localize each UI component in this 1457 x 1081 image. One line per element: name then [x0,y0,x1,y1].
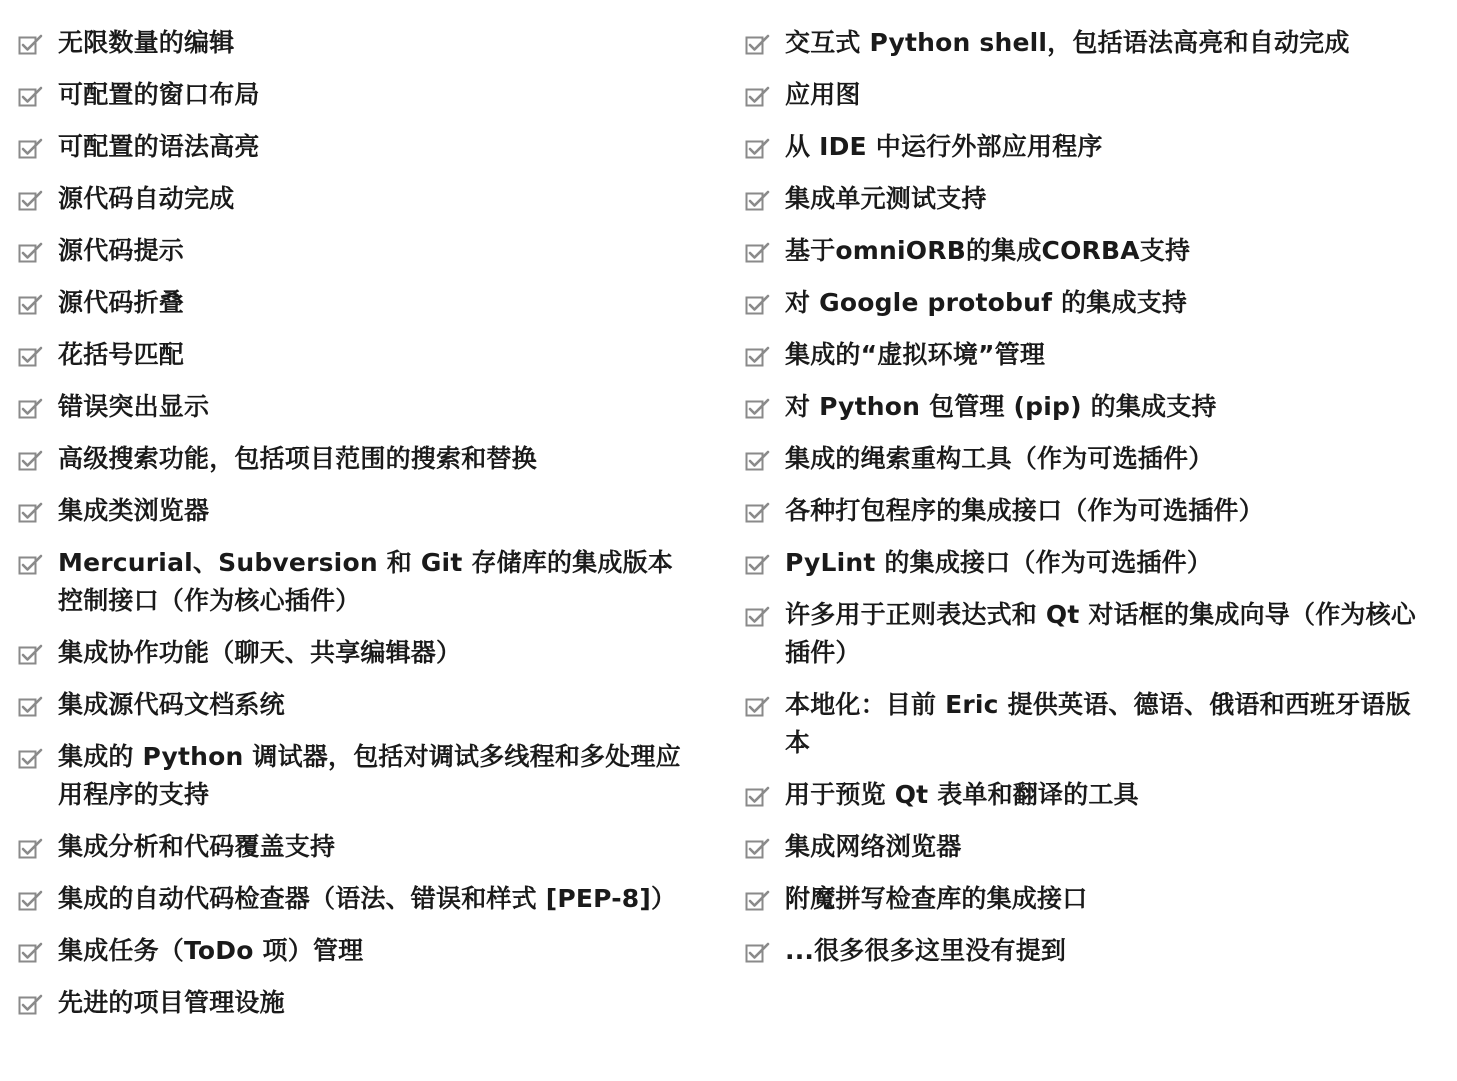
checkbox-checked-icon [18,553,44,575]
feature-item [745,180,1435,218]
checkbox-checked-icon [18,85,44,107]
feature-item-label: 高级搜索功能，包括项目范围的搜索和替换 [58,444,537,473]
checkbox-checked-icon [18,345,44,367]
checkbox-checked-icon [745,397,771,419]
checkbox-checked-icon [745,837,771,859]
checkbox-checked-icon [18,941,44,963]
feature-item [18,492,688,530]
feature-item-label: 无限数量的编辑 [58,28,235,57]
feature-item-label: 集成的绳索重构工具（作为可选插件） [785,444,1214,473]
feature-item [745,544,1435,582]
feature-item [18,180,688,218]
checkbox-checked-icon [745,137,771,159]
feature-item-label: 源代码提示 [58,236,185,265]
feature-list-left [18,24,688,1036]
checkbox-checked-icon [18,695,44,717]
feature-item [745,880,1435,918]
feature-list-right [745,24,1435,984]
checkbox-checked-icon [18,241,44,263]
feature-item-label: PyLint 的集成接口（作为可选插件） [785,548,1213,577]
checkbox-checked-icon [745,889,771,911]
feature-item-label: Mercurial、Subversion 和 Git 存储库的集成版本控制接口（作为核心插件） [58,548,673,615]
checkbox-checked-icon [18,293,44,315]
feature-item [18,128,688,166]
feature-item [745,776,1435,814]
feature-item-label: 集成源代码文档系统 [58,690,285,719]
feature-item-label: 集成单元测试支持 [785,184,987,213]
feature-item [18,880,688,918]
checkbox-checked-icon [18,189,44,211]
feature-item [18,232,688,270]
checkbox-checked-icon [745,449,771,471]
feature-item [745,686,1435,762]
feature-item-label: 附魔拼写检查库的集成接口 [785,884,1088,913]
feature-item-label: 可配置的窗口布局 [58,80,260,109]
checkbox-checked-icon [745,293,771,315]
feature-item [745,284,1435,322]
feature-item [745,24,1435,62]
feature-item [18,336,688,374]
feature-item [18,984,688,1022]
feature-item [745,388,1435,426]
checkbox-checked-icon [745,85,771,107]
feature-item [18,634,688,672]
checkbox-checked-icon [18,449,44,471]
feature-item-label: 集成的“虚拟环境”管理 [785,340,1046,369]
checkbox-checked-icon [745,189,771,211]
feature-item [745,232,1435,270]
feature-item-label: 集成的自动代码检查器（语法、错误和样式 [PEP-8]） [58,884,677,913]
feature-item-label: 可配置的语法高亮 [58,132,260,161]
checkbox-checked-icon [745,553,771,575]
feature-item-label: 对 Google protobuf 的集成支持 [785,288,1188,317]
feature-item-label: 错误突出显示 [58,392,210,421]
feature-item [18,284,688,322]
feature-item-label: 集成的 Python 调试器，包括对调试多线程和多处理应用程序的支持 [58,742,681,809]
feature-item-label: 从 IDE 中运行外部应用程序 [785,132,1103,161]
checkbox-checked-icon [745,241,771,263]
checkbox-checked-icon [745,695,771,717]
checkbox-checked-icon [18,643,44,665]
feature-item [18,738,688,814]
feature-item-label: 集成网络浏览器 [785,832,962,861]
feature-item-label: 源代码自动完成 [58,184,235,213]
feature-item-label: 先进的项目管理设施 [58,988,285,1017]
checkbox-checked-icon [18,33,44,55]
feature-item [18,440,688,478]
feature-item [18,544,688,620]
feature-item-label: 源代码折叠 [58,288,185,317]
feature-item [745,336,1435,374]
feature-item-label: 集成协作功能（聊天、共享编辑器） [58,638,462,667]
feature-item-label: 用于预览 Qt 表单和翻译的工具 [785,780,1139,809]
checkbox-checked-icon [745,941,771,963]
feature-item-label: 许多用于正则表达式和 Qt 对话框的集成向导（作为核心插件） [785,600,1417,667]
feature-item [745,828,1435,866]
checkbox-checked-icon [18,137,44,159]
feature-item-label: 本地化：目前 Eric 提供英语、德语、俄语和西班牙语版本 [785,690,1411,757]
checkbox-checked-icon [18,993,44,1015]
feature-item-label: 应用图 [785,80,861,109]
checkbox-checked-icon [745,785,771,807]
checkbox-checked-icon [18,397,44,419]
feature-item [745,596,1435,672]
feature-item-label: 基于omniORB的集成CORBA支持 [785,236,1191,265]
checkbox-checked-icon [18,747,44,769]
checkbox-checked-icon [745,501,771,523]
feature-item [745,440,1435,478]
feature-item [18,76,688,114]
feature-item-label: 集成类浏览器 [58,496,210,525]
feature-item [18,932,688,970]
checkbox-checked-icon [18,889,44,911]
feature-item [745,128,1435,166]
feature-item-label: ...很多很多这里没有提到 [785,936,1067,965]
feature-item-label: 集成分析和代码覆盖支持 [58,832,336,861]
feature-item [18,828,688,866]
feature-item [18,24,688,62]
checkbox-checked-icon [18,501,44,523]
checkbox-checked-icon [745,345,771,367]
feature-item [745,492,1435,530]
feature-item [18,388,688,426]
checkbox-checked-icon [745,605,771,627]
feature-item-label: 对 Python 包管理 (pip) 的集成支持 [785,392,1217,421]
feature-item [18,686,688,724]
feature-item-label: 花括号匹配 [58,340,185,369]
feature-item-label: 集成任务（ToDo 项）管理 [58,936,364,965]
feature-item-label: 各种打包程序的集成接口（作为可选插件） [785,496,1264,525]
checkbox-checked-icon [745,33,771,55]
feature-item [745,76,1435,114]
checkbox-checked-icon [18,837,44,859]
feature-item [745,932,1435,970]
feature-item-label: 交互式 Python shell，包括语法高亮和自动完成 [785,28,1350,57]
